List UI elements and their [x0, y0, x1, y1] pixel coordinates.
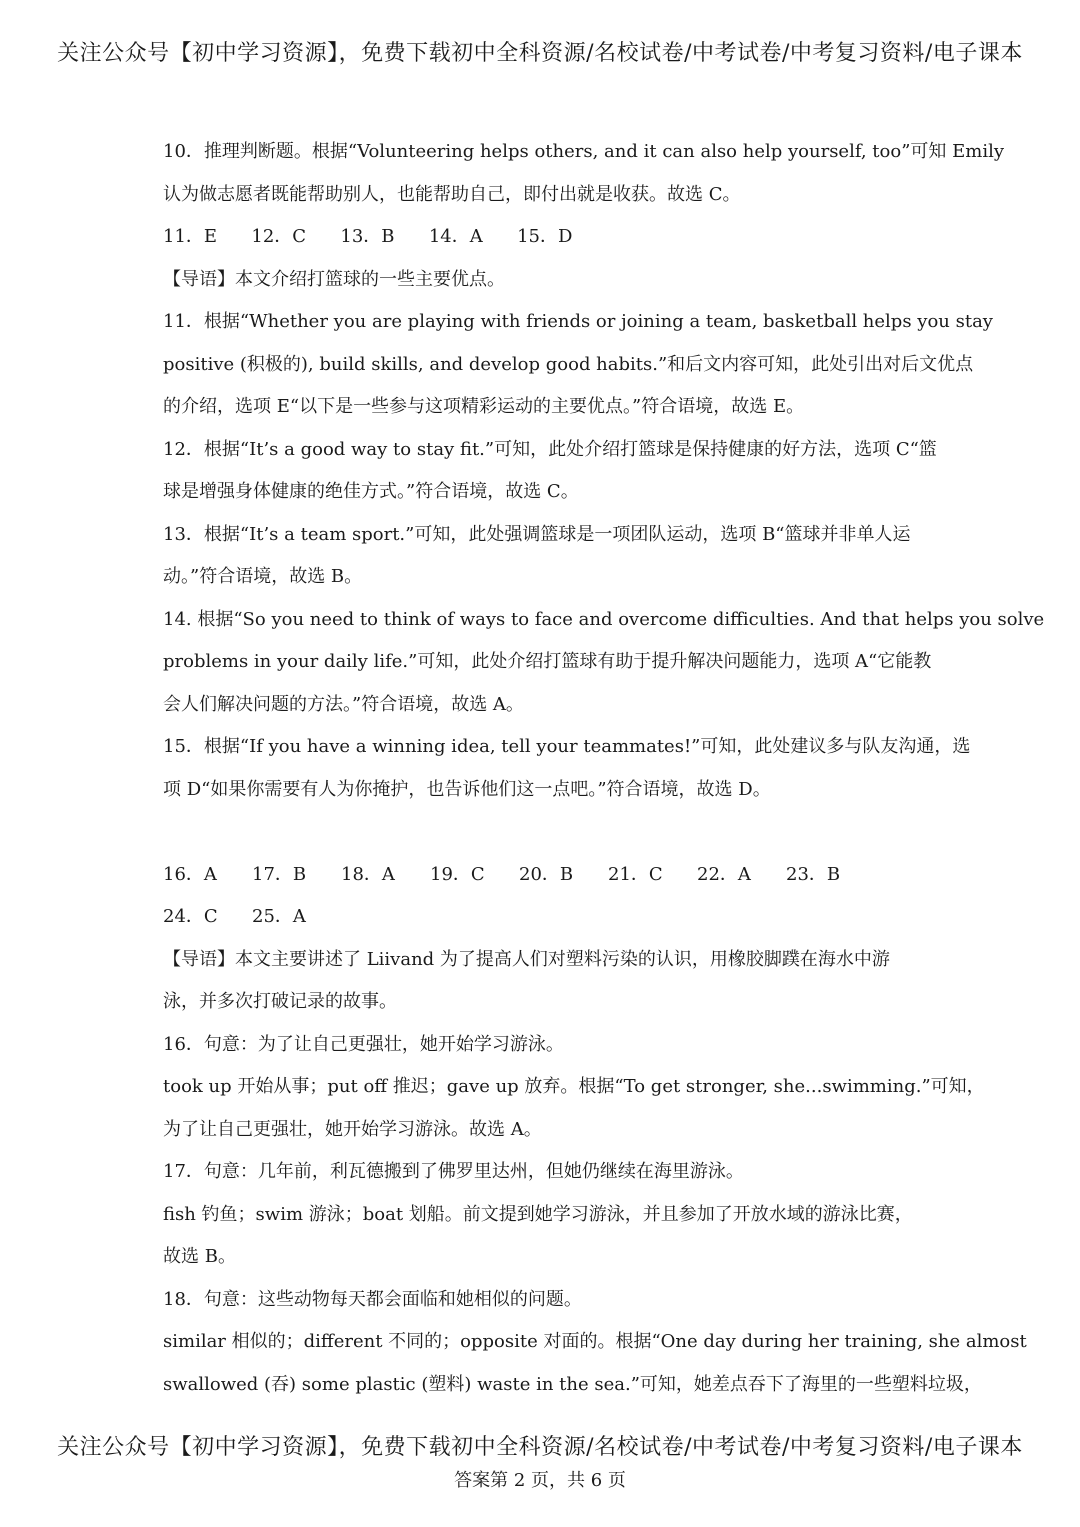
answer-item: 24．C	[163, 906, 218, 927]
text-line: 13．根据“It’s a team sport.”可知，此处强调篮球是一项团队运动，选项 B“篮球并非单人运	[163, 523, 911, 545]
text-line: problems in your daily life.”可知，此处介绍打篮球有助于提升解决问题能力，选项 A“它能教	[163, 651, 932, 672]
answer-item: 23．B	[786, 863, 841, 885]
text-line: 球是增强身体健康的绝佳方式。”符合语境，故选 C。	[163, 481, 579, 502]
answer-item: 16．A	[163, 863, 217, 885]
answer-content	[163, 137, 1045, 1412]
text-line: 会人们解决问题的方法。”符合语境，故选 A。	[163, 693, 524, 715]
text-line: 的介绍，选项 E“以下是一些参与这项精彩运动的主要优点。”符合语境，故选 E。	[163, 396, 805, 417]
text-line: 项 D“如果你需要有人为你掩护，也告诉他们这一点吧。”符合语境，故选 D。	[163, 778, 771, 800]
page-number: 答案第 2 页，共 6 页	[454, 1470, 626, 1491]
answer-key-row	[163, 860, 933, 903]
text-line: 【导语】本文介绍打篮球的一些主要优点。	[163, 268, 505, 290]
text-line: fish 钓鱼；swim 游泳；boat 划船。前文提到她学习游泳，并且参加了开放水域的游泳比赛，	[163, 1203, 913, 1225]
answer-item: 17．B	[252, 863, 307, 885]
answer-item: 20．B	[519, 863, 574, 885]
text-line: 动。”符合语境，故选 B。	[163, 566, 363, 587]
text-line: 12．根据“It’s a good way to stay fit.”可知，此处介绍打篮球是保持健康的好方法，选项 C“篮	[163, 438, 937, 460]
answer-key-row	[163, 902, 933, 945]
header-banner: 关注公众号【初中学习资源】，免费下载初中全科资源/名校试卷/中考试卷/中考复习资料/电子课本	[57, 41, 1023, 66]
answer-item: 22．A	[697, 863, 751, 885]
answer-item: 18．A	[341, 863, 395, 885]
text-line: 故选 B。	[163, 1246, 236, 1267]
text-line: 16．句意：为了让自己更强壮，她开始学习游泳。	[163, 1033, 564, 1055]
answer-item: 21．C	[608, 863, 663, 885]
text-line: 10．推理判断题。根据“Volunteering helps others, and it can also help yourself, too”可知 Emily	[163, 141, 1005, 162]
text-line: 认为做志愿者既能帮助别人，也能帮助自己，即付出就是收获。故选 C。	[163, 183, 741, 205]
text-line: similar 相似的；different 不同的；opposite 对面的。根据“One day during her training, she almost	[163, 1331, 1027, 1352]
text-line: 【导语】本文主要讲述了 Liivand 为了提高人们对塑料污染的认识，用橡胶脚蹼在海水中游	[163, 948, 890, 970]
text-line: 11．E 12．C 13．B 14．A 15．D	[163, 226, 573, 247]
text-line: 14. 根据“So you need to think of ways to face and overcome difficulties. And that helps you solve	[163, 608, 1045, 630]
footer-banner: 关注公众号【初中学习资源】，免费下载初中全科资源/名校试卷/中考试卷/中考复习资料/电子课本	[57, 1435, 1023, 1460]
text-line: 18．句意：这些动物每天都会面临和她相似的问题。	[163, 1288, 582, 1310]
text-line: swallowed (吞) some plastic (塑料) waste in the sea.”可知，她差点吞下了海里的一些塑料垃圾，	[163, 1373, 982, 1395]
blank-line	[163, 817, 933, 860]
text-line: 15．根据“If you have a winning idea, tell your teammates!”可知，此处建议多与队友沟通，选	[163, 736, 971, 757]
text-line: 为了让自己更强壮，她开始学习游泳。故选 A。	[163, 1118, 542, 1140]
text-line: 11．根据“Whether you are playing with friends or joining a team, basketball helps you stay	[163, 311, 993, 332]
answer-item: 19．C	[430, 863, 485, 885]
text-line: 泳，并多次打破记录的故事。	[163, 991, 397, 1012]
answer-item: 25．A	[252, 906, 306, 927]
text-line: took up 开始从事；put off 推迟；gave up 放弃。根据“To get stronger, she...swimming.”可知，	[163, 1076, 985, 1097]
text-line: positive (积极的), build skills, and develop good habits.”和后文内容可知，此处引出对后文优点	[163, 353, 974, 375]
text-line: 17．句意：几年前，利瓦德搬到了佛罗里达州，但她仍继续在海里游泳。	[163, 1161, 744, 1182]
